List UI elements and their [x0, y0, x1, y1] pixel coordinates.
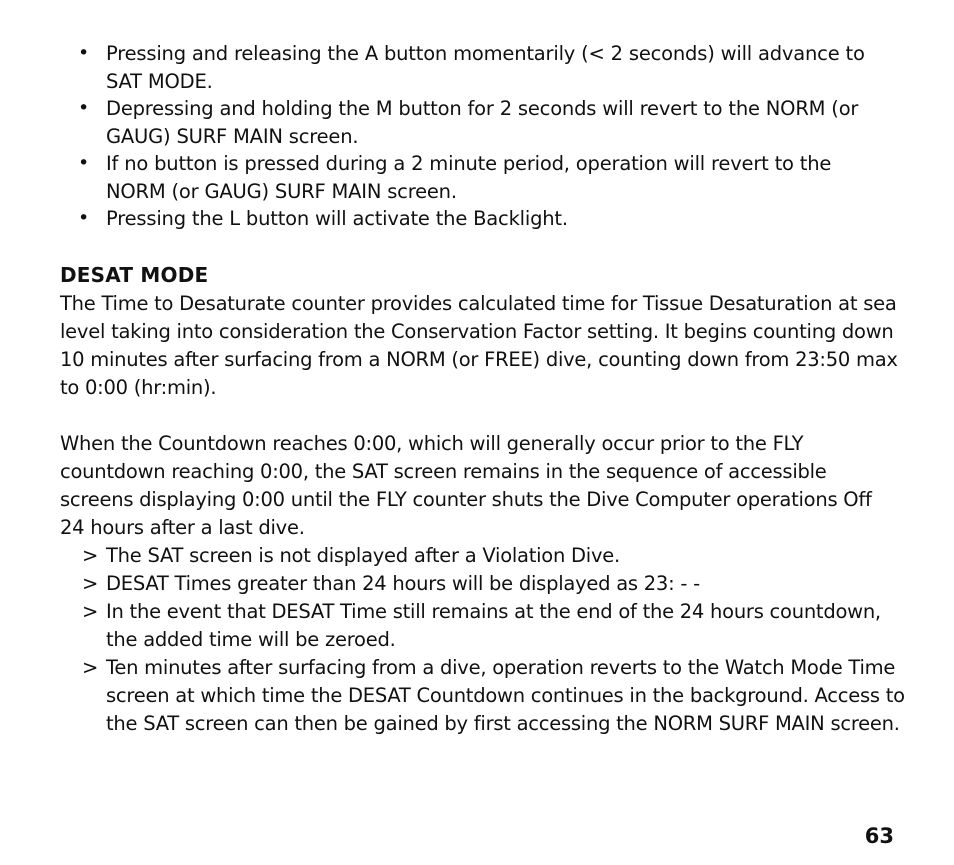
- bullet-text: Pressing and releasing the A button momentarily (< 2 seconds) will advance to SAT MODE.: [106, 42, 865, 93]
- bullet-text: Pressing the L button will activate the Backlight.: [106, 207, 568, 230]
- bullet-item: [76, 205, 896, 233]
- note-text: In the event that DESAT Time still remains at the end of the 24 hours countdown, the added time will be zeroed.: [106, 600, 881, 651]
- body-paragraph: When the Countdown reaches 0:00, which will generally occur prior to the FLY countdown reaching 0:00, the SAT screen remains in the sequence of accessible screens displaying 0:00 until the FLY counter shuts the Dive Computer operations Off 24 hours after a last dive.: [60, 432, 872, 539]
- bullet-list: [76, 40, 896, 233]
- note-item: [76, 542, 906, 570]
- note-item: [76, 654, 906, 738]
- bullet-text: Depressing and holding the M button for 2 seconds will revert to the NORM (or GAUG) SURF MAIN screen.: [106, 97, 859, 148]
- bullet-marker: •: [78, 97, 90, 119]
- bullet-item: [76, 40, 896, 95]
- note-marker: >: [82, 600, 99, 623]
- section-heading: DESAT MODE: [60, 263, 209, 287]
- note-marker: >: [82, 544, 99, 567]
- bullet-marker: •: [78, 42, 90, 64]
- page-number: 63: [864, 824, 894, 848]
- note-marker: >: [82, 656, 99, 679]
- note-marker: >: [82, 572, 99, 595]
- bullet-item: [76, 150, 896, 205]
- body-paragraph: The Time to Desaturate counter provides calculated time for Tissue Desaturation at sea level taking into consideration the Conservation Factor setting. It begins counting down 10 minutes after surfacing from a NORM (or FREE) dive, counting down from 23:50 max to 0:00 (hr:min).: [60, 292, 898, 399]
- bullet-item: [76, 95, 896, 150]
- note-text: The SAT screen is not displayed after a Violation Dive.: [106, 544, 620, 567]
- note-text: Ten minutes after surfacing from a dive, operation reverts to the Watch Mode Time screen at which time the DESAT Countdown continues in the background. Access to the SAT screen can then be gained by first accessing the NORM SURF MAIN screen.: [106, 656, 905, 735]
- note-text: DESAT Times greater than 24 hours will be displayed as 23: - -: [106, 572, 700, 595]
- note-item: [76, 570, 906, 598]
- note-item: [76, 598, 906, 654]
- bullet-text: If no button is pressed during a 2 minute period, operation will revert to the NORM (or GAUG) SURF MAIN screen.: [106, 152, 832, 203]
- note-list: [76, 542, 906, 738]
- bullet-marker: •: [78, 152, 90, 174]
- bullet-marker: •: [78, 207, 90, 229]
